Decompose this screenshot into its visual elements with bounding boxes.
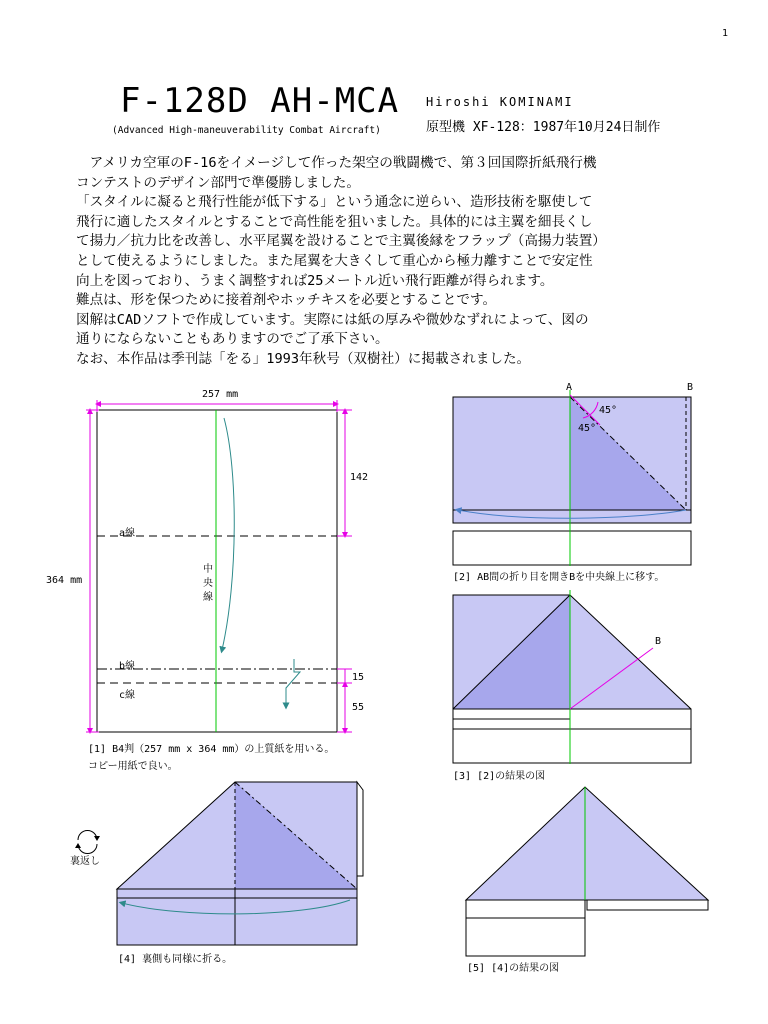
paragraph-line: アメリカ空軍のF-16をイメージして作った架空の戦闘機で、第３回国際折紙飛行機 bbox=[89, 155, 597, 171]
paragraph-line: 飛行に適したスタイルとすることで高性能を狙いました。具体的には主翼を細長くし bbox=[76, 213, 593, 230]
step-3-caption: [3] [2]の結果の図 bbox=[453, 771, 546, 782]
step-5-caption: [5] [4]の結果の図 bbox=[467, 963, 560, 974]
flip-label: 裏返し bbox=[70, 856, 100, 867]
paragraph-line: コンテストのデザイン部門で準優勝しました。 bbox=[76, 174, 360, 191]
dim-15-label: 15 bbox=[352, 672, 365, 683]
page-title: F-128D AH-MCA bbox=[120, 81, 400, 121]
paragraph-line: なお、本作品は季刊誌「をる」1993年秋号（双樹社）に掲載されました。 bbox=[76, 350, 531, 367]
paragraph-line: 図解はCADソフトで作成しています。実際には紙の厚みや微妙なずれによって、図の bbox=[76, 311, 589, 328]
dim-55-label: 55 bbox=[352, 702, 365, 713]
line-a-label: a線 bbox=[119, 528, 136, 539]
strip-left-5 bbox=[466, 900, 585, 918]
strip-right-5 bbox=[587, 900, 708, 910]
height-label: 364 mm bbox=[46, 575, 83, 586]
step-4-caption: [4] 裏側も同様に折る。 bbox=[118, 954, 233, 965]
paragraph-line: 「スタイルに凝ると飛行性能が低下する」という通念に逆らい、造形技術を駆使して bbox=[76, 194, 593, 211]
line-c-label: c線 bbox=[119, 690, 136, 701]
angle-label-2: 45° bbox=[578, 423, 597, 434]
step-1-caption-note: コピー用紙で良い。 bbox=[88, 761, 178, 772]
page-number: 1 bbox=[721, 28, 728, 39]
step-1-caption: [1] B4判（257 mm x 364 mm）の上質紙を用いる。 bbox=[88, 744, 335, 755]
prototype-date: 原型機 XF-128：1987年10月24日制作 bbox=[426, 120, 661, 135]
strip-bottom-5 bbox=[466, 918, 585, 956]
dim-142-label: 142 bbox=[350, 472, 369, 483]
angle-label-1: 45° bbox=[599, 405, 618, 416]
paper-shape-5 bbox=[466, 787, 708, 900]
page-subtitle: (Advanced High-maneuverability Combat Aircraft) bbox=[112, 125, 381, 136]
author-name: Hiroshi KOMINAMI bbox=[426, 95, 574, 109]
paragraph-line: として使えるようにしました。また尾翼を大きくして重心から極力離すことで安定性 bbox=[76, 252, 593, 269]
point-a-label: A bbox=[566, 382, 573, 393]
point-b-label: B bbox=[687, 382, 694, 393]
paragraph-line: 難点は、形を保つために接着剤やホッチキスを必要とすることです。 bbox=[76, 292, 497, 309]
paragraph-line: 通りにならないこともありますのでご了承下さい。 bbox=[76, 331, 389, 348]
step-2-caption: [2] AB間の折り目を開きBを中央線上に移す。 bbox=[453, 572, 665, 583]
width-label: 257 mm bbox=[202, 389, 239, 400]
center-line-label: 中央線 bbox=[203, 564, 213, 603]
paragraph-line: て揚力／抗力比を改善し、水平尾翼を設けることで主翼後縁をフラップ（高揚力装置） bbox=[76, 233, 606, 250]
paragraph-line: 向上を図っており、うまく調整すれば25メートル近い飛行距離が得られます。 bbox=[76, 272, 554, 289]
line-b-label: b線 bbox=[119, 661, 136, 672]
point-b-label-3: B bbox=[655, 636, 662, 647]
